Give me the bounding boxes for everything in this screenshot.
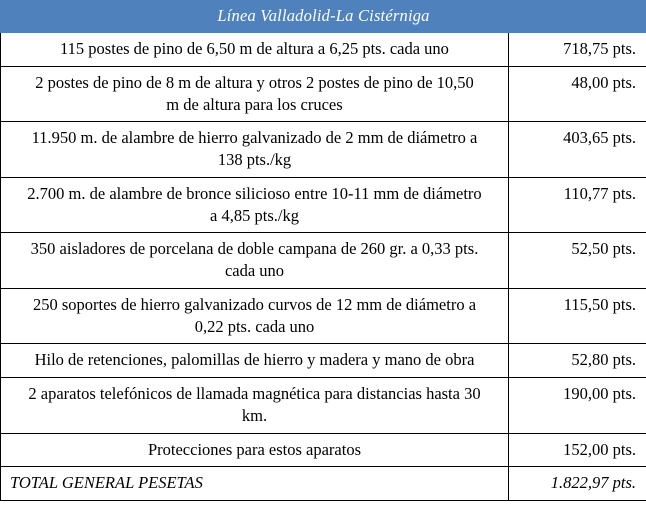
row-description: 2 postes de pino de 8 m de altura y otros 2 postes de pino de 10,50 m de altura para los cruces [1,66,509,122]
total-label: TOTAL GENERAL PESETAS [1,467,509,501]
table-row [1,288,646,344]
table-row [1,33,646,67]
row-amount: 403,65 pts. [509,122,646,178]
table-total-row [1,467,646,501]
row-amount: 115,50 pts. [509,288,646,344]
row-description: 11.950 m. de alambre de hierro galvanizado de 2 mm de diámetro a 138 pts./kg [1,122,509,178]
table-row [1,378,646,434]
table-title-row [1,1,646,33]
table-row [1,344,646,378]
row-amount: 48,00 pts. [509,66,646,122]
table-row [1,177,646,233]
table-row [1,233,646,289]
total-amount: 1.822,97 pts. [509,467,646,501]
row-amount: 52,80 pts. [509,344,646,378]
row-amount: 152,00 pts. [509,433,646,467]
row-description: 350 aisladores de porcelana de doble campana de 260 gr. a 0,33 pts. cada uno [1,233,509,289]
row-description: 115 postes de pino de 6,50 m de altura a 6,25 pts. cada uno [1,33,509,67]
row-description: Protecciones para estos aparatos [1,433,509,467]
row-description: 2.700 m. de alambre de bronce silicioso entre 10-11 mm de diámetro a 4,85 pts./kg [1,177,509,233]
table-body [1,1,646,501]
table-row [1,66,646,122]
row-amount: 190,00 pts. [509,378,646,434]
row-amount: 718,75 pts. [509,33,646,67]
row-amount: 110,77 pts. [509,177,646,233]
row-description: 2 aparatos telefónicos de llamada magnética para distancias hasta 30 km. [1,378,509,434]
row-amount: 52,50 pts. [509,233,646,289]
table-row [1,433,646,467]
row-description: Hilo de retenciones, palomillas de hierro y madera y mano de obra [1,344,509,378]
row-description: 250 soportes de hierro galvanizado curvos de 12 mm de diámetro a 0,22 pts. cada uno [1,288,509,344]
table-row [1,122,646,178]
table-title: Línea Valladolid-La Cistérniga [1,1,646,33]
